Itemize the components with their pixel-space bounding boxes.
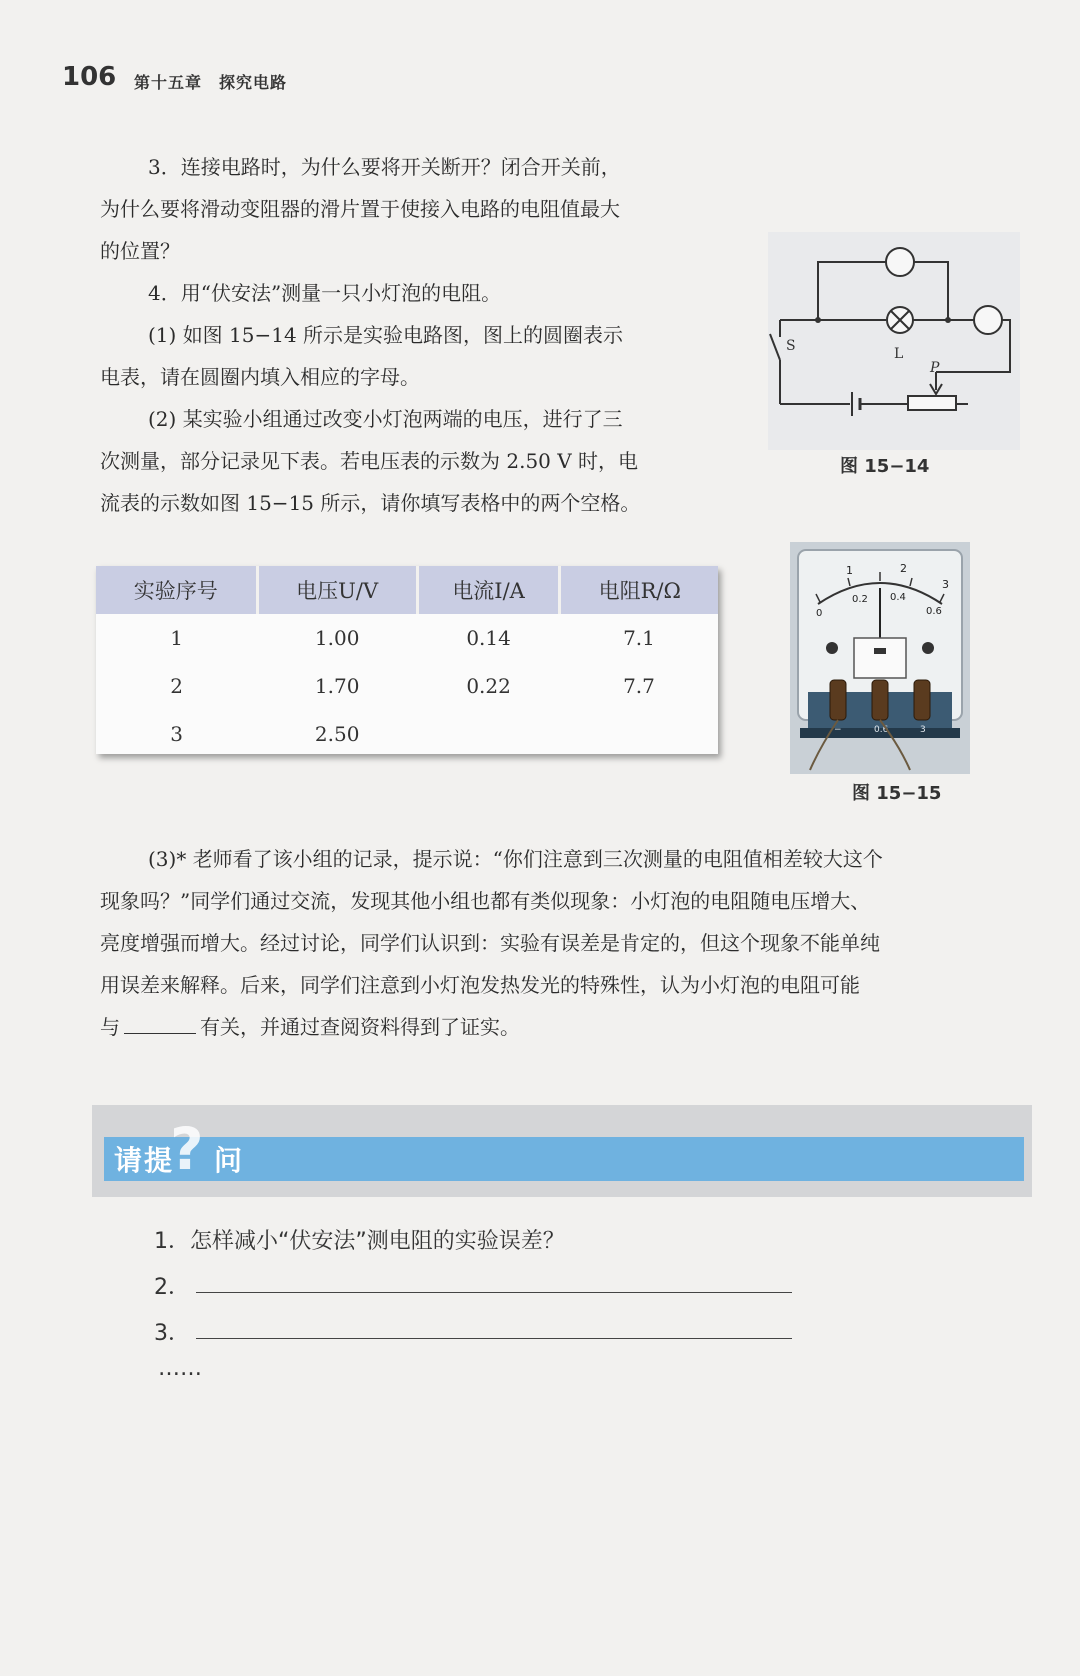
ask-ellipsis: …… [158, 1356, 202, 1381]
circuit-diagram [768, 232, 1020, 450]
scale-top-1: 1 [846, 564, 853, 577]
rheostat-symbol [908, 396, 956, 410]
slider-label: P [930, 360, 940, 376]
q4-p2-line-1: (2) 某实验小组通过改变小灯泡两端的电压，进行了三 [148, 407, 623, 431]
terminal-3: 3 [920, 725, 926, 735]
q4-p3-pre: 与 [100, 1015, 120, 1039]
terminal-neg: − [834, 725, 842, 735]
scale-bottom-04: 0.4 [890, 592, 906, 603]
ask-question-banner [92, 1105, 1032, 1197]
cell: 2.50 [314, 722, 360, 746]
cell: 7.1 [623, 626, 655, 650]
q4-p3-line-1: (3)* 老师看了该小组的记录，提示说：“你们注意到三次测量的电阻值相差较大这个 [148, 847, 883, 871]
q4-p3-line-3: 亮度增强而增大。经过讨论，同学们认识到：实验有误差是肯定的，但这个现象不能单纯 [100, 931, 880, 955]
scale-bottom-06: 0.6 [926, 606, 942, 617]
terminal-06: 0.6 [874, 725, 889, 735]
table-header-row [96, 566, 718, 614]
scale-bottom-0: 0 [816, 608, 823, 619]
q4-p2-line-3: 流表的示数如图 15−15 所示，请你填写表格中的两个空格。 [100, 491, 641, 515]
figure-15-14-circuit [768, 232, 1020, 450]
figure-15-14-caption: 图 15−14 [840, 456, 930, 477]
q4-p3-line-4: 用误差来解释。后来，同学们注意到小灯泡发热发光的特殊性，认为小灯泡的电阻可能 [100, 973, 860, 997]
cell: 1 [170, 626, 183, 650]
ask-item-2: 2． [154, 1275, 190, 1300]
banner-title-post: 问 [214, 1144, 245, 1177]
cell-blank-resistance[interactable] [560, 710, 718, 758]
table-row [96, 662, 718, 710]
col-header-current: 电流I/A [417, 566, 560, 614]
ammeter-illustration [790, 542, 970, 774]
cell: 2 [170, 674, 183, 698]
question-mark-icon: ? [170, 1115, 204, 1183]
q4-p3-line-5 [100, 1006, 520, 1048]
cell-blank-current[interactable] [417, 710, 560, 758]
col-header-resistance: 电阻R/Ω [560, 566, 718, 614]
figure-15-15-ammeter [790, 542, 970, 774]
scale-top-3: 3 [942, 578, 949, 591]
ask-item-3: 3． [154, 1321, 190, 1346]
cell: 7.7 [623, 674, 655, 698]
q4-p1-line-2: 电表，请在圆圈内填入相应的字母。 [100, 365, 420, 389]
scale-top-2: 2 [900, 562, 907, 575]
figure-15-15-caption: 图 15−15 [852, 783, 942, 804]
meter-circle-right [974, 306, 1002, 334]
cell: 0.14 [466, 626, 511, 650]
q4-p2-line-2: 次测量，部分记录见下表。若电压表的示数为 2.50 V 时，电 [100, 449, 639, 473]
banner-title-pre: 请提 [114, 1144, 175, 1177]
q4-p1-line-1: (1) 如图 15−14 所示是实验电路图，图上的圆圈表示 [148, 323, 624, 347]
q4-title: 4．用“伏安法”测量一只小灯泡的电阻。 [148, 281, 502, 305]
chapter-title: 第十五章 探究电路 [134, 73, 288, 92]
lamp-label: L [894, 346, 904, 362]
ask-item-3-line[interactable] [196, 1338, 792, 1339]
col-header-index: 实验序号 [96, 566, 257, 614]
table-row [96, 614, 718, 662]
cell: 0.22 [466, 674, 511, 698]
q3-line-1: 3．连接电路时，为什么要将开关断开？闭合开关前， [148, 155, 621, 179]
page-number: 106 [62, 62, 117, 92]
q3-line-3: 的位置？ [100, 239, 180, 263]
cell: 1.70 [314, 674, 360, 698]
fill-blank[interactable] [124, 1015, 196, 1034]
data-table [96, 566, 718, 754]
scale-bottom-02: 0.2 [852, 594, 868, 605]
switch-label: S [786, 338, 796, 354]
ask-item-2-line[interactable] [196, 1292, 792, 1293]
table-row [96, 710, 718, 758]
q4-p3-line-2: 现象吗？”同学们通过交流，发现其他小组也都有类似现象：小灯泡的电阻随电压增大、 [100, 889, 871, 913]
q4-p3-post: 有关，并通过查阅资料得到了证实。 [200, 1015, 520, 1039]
meter-circle-top [886, 248, 914, 276]
cell: 3 [170, 722, 183, 746]
col-header-voltage: 电压U/V [257, 566, 417, 614]
ask-item-1: 1．怎样减小“伏安法”测电阻的实验误差？ [154, 1229, 565, 1254]
q3-line-2: 为什么要将滑动变阻器的滑片置于使接入电路的电阻值最大 [100, 197, 620, 221]
cell: 1.00 [314, 626, 360, 650]
